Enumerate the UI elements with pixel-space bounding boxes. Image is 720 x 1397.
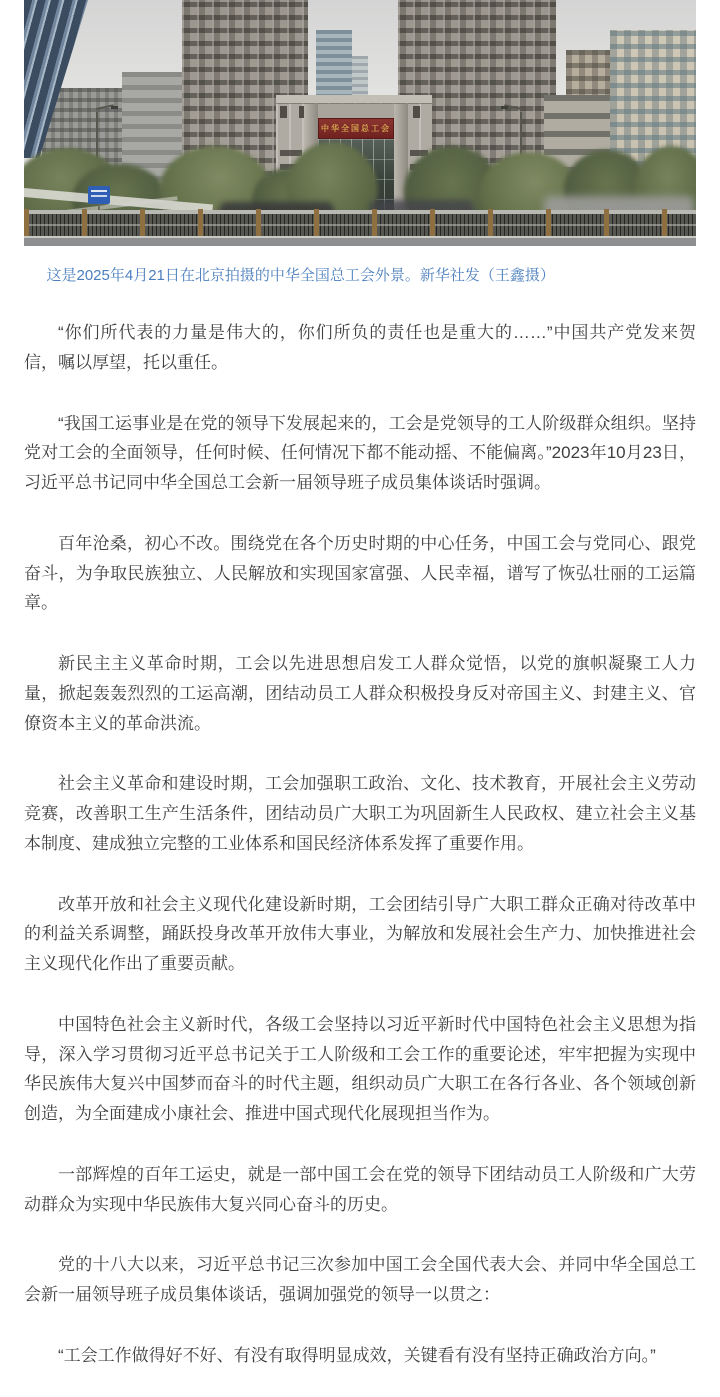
lamp-head xyxy=(501,106,508,109)
paragraph: 改革开放和社会主义现代化建设新时期，工会团结引导广大职工群众正确对待改革中的利益关系调整，踊跃投身改革开放伟大事业，为解放和发展社会生产力、加快推进社会主义现代化作出了重要贡献。 xyxy=(24,894,696,973)
paragraph: 一部辉煌的百年工运史，就是一部中国工会在党的领导下团结动员工人阶级和广大劳动群众为实现中华民族伟大复兴同心奋斗的历史。 xyxy=(24,1164,696,1214)
banner-text: 中华全国总工会 xyxy=(321,124,391,133)
paragraph: “工会工作做得好不好、有没有取得明显成效，关键看有没有坚持正确政治方向。” xyxy=(58,1345,656,1365)
photo-caption: 这是2025年4月21日在北京拍摄的中华全国总工会外景。新华社发（王鑫摄） xyxy=(46,267,555,284)
portal-lintel xyxy=(318,104,394,118)
paragraph: 党的十八大以来，习近平总书记三次参加中国工会全国代表大会、并同中华全国总工会新一届领导班子成员集体谈话，强调加强党的领导一以贯之： xyxy=(24,1255,696,1304)
road xyxy=(24,238,696,246)
paragraph: 百年沧桑，初心不改。围绕党在各个历史时期的中心任务，中国工会与党同心、跟党奋斗，为争取民族独立、人民解放和实现国家富强、人民幸福，谱写了恢弘壮丽的工运篇章。 xyxy=(24,533,696,613)
lamp-head xyxy=(111,106,118,109)
article-body xyxy=(0,290,720,1397)
sign-text-line xyxy=(91,195,107,197)
road-sign-blue xyxy=(88,186,110,204)
paragraph: “你们所代表的力量是伟大的，你们所负的责任也是重大的……”中国共产党发来贺信，嘱以厚望，托以重任。 xyxy=(24,323,696,372)
sign-text-line xyxy=(91,190,107,192)
building-blue-glass-distant xyxy=(316,30,352,96)
paragraph: 中国特色社会主义新时代，各级工会坚持以习近平新时代中国特色社会主义思想为指导，深入学习贯彻习近平总书记关于工人阶级和工会工作的重要论述，牢牢把握为实现中华民族伟大复兴中国梦而奋斗的时代主题，组织动员广大职工在各行各业、各个领域创新创造，为全面建成小康社会、推进中国式现代化展现担当作为。 xyxy=(24,1014,696,1123)
building-distant-small xyxy=(352,56,368,96)
paragraph: 社会主义革命和建设时期，工会加强职工政治、文化、技术教育，开展社会主义劳动竞赛，改善职工生产生活条件，团结动员广大职工为巩固新生人民政权、建立社会主义基本制度、建成独立完整的工业体系和国民经济体系发挥了重要作用。 xyxy=(24,774,696,853)
paragraph: “我国工运事业是在党的领导下发展起来的，工会是党领导的工人阶级群众组织。坚持党对工会的全面领导，任何时候、任何情况下都不能动摇、不能偏离。”2023年10月23日，习近平总书记同中华全国总工会新一届领导班子成员集体谈话时强调。 xyxy=(24,413,696,492)
road-curb-line xyxy=(24,236,696,238)
paragraph: 新民主主义革命时期，工会以先进思想启发工人群众觉悟，以党的旗帜凝聚工人力量，掀起轰轰烈烈的工运高潮，团结动员工人群众积极投身反对帝国主义、封建主义、官僚资本主义的革命洪流。 xyxy=(24,654,696,733)
red-banner xyxy=(318,118,394,139)
podium-parapet xyxy=(276,95,432,103)
fence-posts xyxy=(24,209,696,239)
article-photo[interactable] xyxy=(24,0,696,246)
